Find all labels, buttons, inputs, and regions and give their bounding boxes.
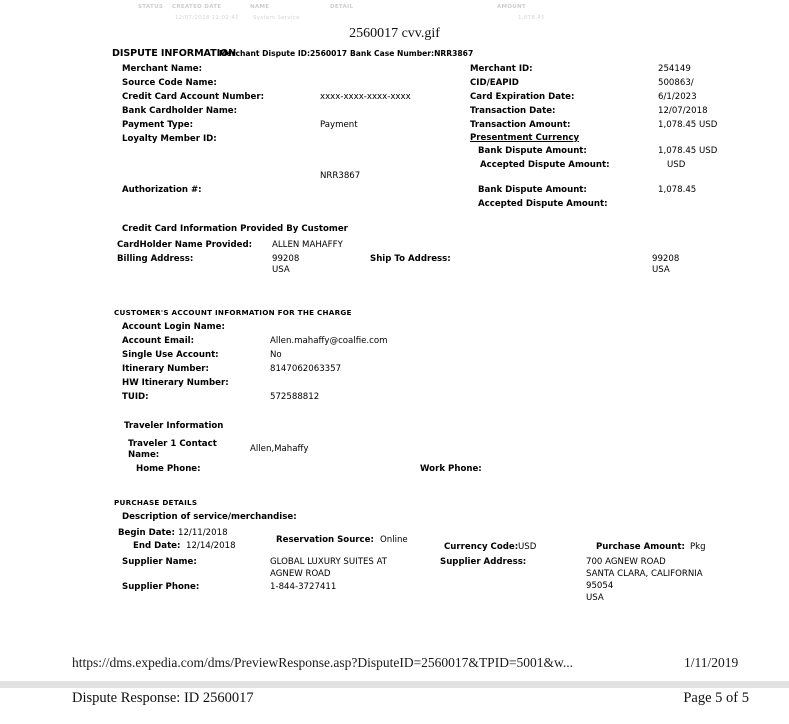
ghost-column-name: NAME <box>250 4 270 10</box>
traveler-contact-name-label-line1: Traveler 1 Contact <box>128 439 217 449</box>
itinerary-number-value: 8147062063357 <box>270 364 342 374</box>
single-use-account-label: Single Use Account: <box>122 350 219 360</box>
supplier-address-line2: SANTA CLARA, CALIFORNIA <box>586 569 703 579</box>
ghost-column-amount: AMOUNT <box>497 4 527 10</box>
itinerary-number-label: Itinerary Number: <box>122 364 209 374</box>
hw-itinerary-number-label: HW Itinerary Number: <box>122 378 229 388</box>
footer-divider <box>0 681 789 688</box>
credit-card-account-number-label: Credit Card Account Number: <box>122 92 265 102</box>
single-use-account-value: No <box>270 350 282 360</box>
ghost-value-name: System Service <box>253 15 300 21</box>
purchase-details-heading: PURCHASE DETAILS <box>114 498 198 507</box>
purchase-amount-value: Pkg <box>690 542 706 552</box>
billing-address-label: Billing Address: <box>117 254 194 264</box>
cid-eapid-value: 500863/ <box>658 78 694 88</box>
account-login-name-label: Account Login Name: <box>122 322 225 332</box>
settlement-bank-dispute-amount-label: Bank Dispute Amount: <box>478 185 587 195</box>
begin-date-value: 12/11/2018 <box>178 528 228 538</box>
cardholder-name-provided-value: ALLEN MAHAFFY <box>272 240 343 250</box>
end-date-label: End Date: <box>133 541 181 551</box>
authorization-label: Authorization #: <box>122 185 202 195</box>
bank-case-number: Bank Case Number:NRR3867 <box>350 49 474 58</box>
credit-card-info-heading: Credit Card Information Provided By Customer <box>122 224 348 234</box>
presentment-bank-dispute-amount-label: Bank Dispute Amount: <box>478 146 587 156</box>
home-phone-label: Home Phone: <box>136 464 201 474</box>
reservation-source-label: Reservation Source: <box>276 535 374 545</box>
supplier-address-line1: 700 AGNEW ROAD <box>586 557 666 567</box>
merchant-name-label: Merchant Name: <box>122 64 203 74</box>
ghost-value-created-date: 12/07/2018 12:02:41 <box>175 15 239 21</box>
traveler-contact-name-label-line2: Name: <box>128 450 160 460</box>
currency-code-value: USD <box>518 542 537 552</box>
billing-address-line1: 99208 <box>272 254 300 264</box>
supplier-name-line2: AGNEW ROAD <box>270 569 331 579</box>
reservation-source-value: Online <box>380 535 408 545</box>
document-title-footer: Dispute Response: ID 2560017 <box>72 690 254 706</box>
billing-address-line2: USA <box>272 265 290 275</box>
transaction-date-label: Transaction Date: <box>470 106 556 116</box>
ship-to-address-line2: USA <box>652 265 670 275</box>
supplier-name-label: Supplier Name: <box>122 557 197 567</box>
payment-type-label: Payment Type: <box>122 120 194 130</box>
supplier-phone-value: 1-844-3727411 <box>270 582 337 592</box>
page-number-footer: Page 5 of 5 <box>683 690 749 706</box>
cid-eapid-label: CID/EAPID <box>470 78 519 88</box>
account-email-label: Account Email: <box>122 336 195 346</box>
card-expiration-date-label: Card Expiration Date: <box>470 92 575 102</box>
cardholder-name-provided-label: CardHolder Name Provided: <box>117 240 253 250</box>
ship-to-address-line1: 99208 <box>652 254 680 264</box>
account-info-heading: CUSTOMER'S ACCOUNT INFORMATION FOR THE CHARGE <box>114 308 352 317</box>
supplier-address-line4: USA <box>586 593 604 603</box>
supplier-address-label: Supplier Address: <box>440 557 527 567</box>
transaction-amount-value: 1,078.45 USD <box>658 120 718 130</box>
card-expiration-date-value: 6/1/2023 <box>658 92 697 102</box>
settlement-accepted-dispute-amount-label: Accepted Dispute Amount: <box>478 199 608 209</box>
supplier-address-line3: 95054 <box>586 581 614 591</box>
presentment-accepted-dispute-amount-label: Accepted Dispute Amount: <box>480 160 610 170</box>
bank-cardholder-name-label: Bank Cardholder Name: <box>122 106 238 116</box>
source-code-name-label: Source Code Name: <box>122 78 217 88</box>
description-of-service-label: Description of service/merchandise: <box>122 512 297 522</box>
print-footer-bottom <box>0 690 789 714</box>
clipped-table-header-row <box>0 0 789 22</box>
tuid-label: TUID: <box>122 392 149 402</box>
settlement-bank-dispute-amount-value: 1,078.45 <box>658 185 697 195</box>
traveler-contact-name-value: Allen,Mahaffy <box>250 444 309 454</box>
purchase-amount-label: Purchase Amount: <box>596 542 685 552</box>
currency-code-label: Currency Code: <box>444 542 519 552</box>
tuid-value: 572588812 <box>270 392 320 402</box>
work-phone-label: Work Phone: <box>420 464 482 474</box>
supplier-phone-label: Supplier Phone: <box>122 582 200 592</box>
ghost-column-created-date: CREATED DATE <box>172 4 222 10</box>
credit-card-account-number-value: xxxx-xxxx-xxxx-xxxx <box>320 92 411 102</box>
merchant-dispute-id: Merchant Dispute ID:2560017 <box>219 49 348 58</box>
transaction-date-value: 12/07/2018 <box>658 106 708 116</box>
merchant-id-value: 254149 <box>658 64 691 74</box>
traveler-information-heading: Traveler Information <box>124 421 224 431</box>
presentment-accepted-dispute-amount-value: USD <box>667 160 686 170</box>
merchant-id-label: Merchant ID: <box>470 64 533 74</box>
ship-to-address-label: Ship To Address: <box>370 254 451 264</box>
account-email-value: Allen.mahaffy@coalfie.com <box>270 336 388 346</box>
source-url: https://dms.expedia.com/dms/PreviewResponse.asp?DisputeID=2560017&TPID=5001&w... <box>72 655 574 670</box>
transaction-amount-label: Transaction Amount: <box>470 120 571 130</box>
end-date-value: 12/14/2018 <box>186 541 236 551</box>
authorization-value: NRR3867 <box>320 171 361 181</box>
dispute-information-heading: DISPUTE INFORMATION <box>112 48 237 59</box>
ghost-value-amount: 1,078.45 <box>518 15 545 21</box>
presentment-bank-dispute-amount-value: 1,078.45 USD <box>658 146 718 156</box>
payment-type-value: Payment <box>320 120 358 130</box>
attachment-filename: 2560017 cvv.gif <box>349 26 440 41</box>
presentment-currency-heading: Presentment Currency <box>470 133 580 143</box>
loyalty-member-id-label: Loyalty Member ID: <box>122 134 217 144</box>
print-date: 1/11/2019 <box>684 655 739 670</box>
begin-date-label: Begin Date: <box>118 528 175 538</box>
ghost-column-detail: DETAIL <box>330 4 354 10</box>
ghost-column-status: STATUS <box>138 4 164 10</box>
print-footer-top <box>0 655 789 677</box>
supplier-name-line1: GLOBAL LUXURY SUITES AT <box>270 557 388 567</box>
